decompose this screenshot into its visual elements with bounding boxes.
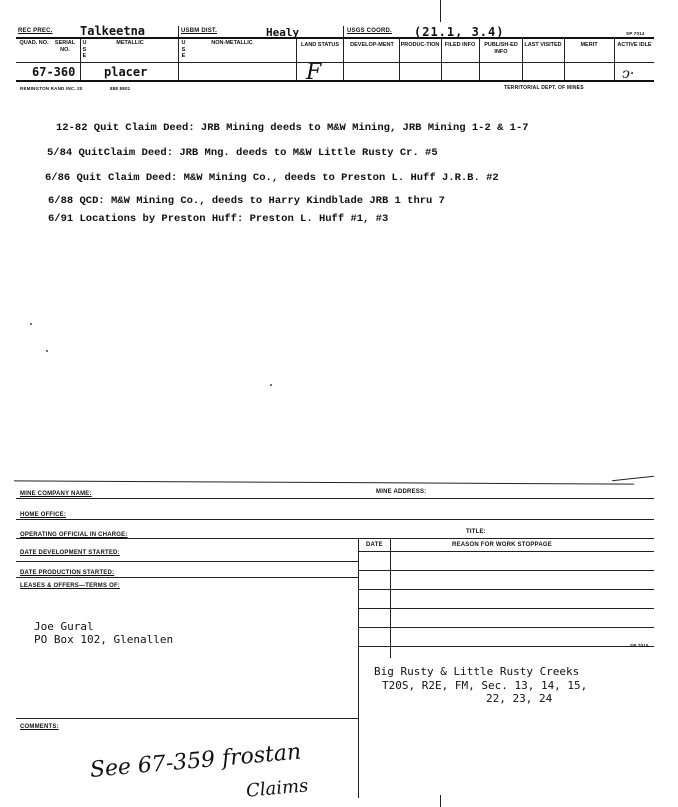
row-rule — [16, 718, 358, 719]
grid-divider — [390, 538, 391, 658]
date-label: DATE — [366, 542, 383, 548]
last-visited-label: LAST VISITED — [524, 42, 562, 48]
reason-label: REASON FOR WORK STOPPAGE — [452, 542, 552, 548]
row-rule — [16, 519, 654, 520]
rec-prec-value: Talkeetna — [80, 24, 146, 38]
entry-line: 6/86 Quit Claim Deed: M&W Mining Co., deeds to Preston L. Huff J.R.B. #2 — [45, 172, 499, 184]
land-status-label: LAND STATUS — [301, 42, 339, 48]
department-label: TERRITORIAL DEPT. OF MINES — [504, 85, 584, 91]
grid-rule — [358, 551, 654, 552]
punch-mark — [440, 795, 441, 807]
nonmetallic-label: NON-METALLIC — [211, 40, 253, 46]
mine-company-label: MINE COMPANY NAME: — [20, 491, 92, 497]
rec-prec-label: REC PREC. — [18, 28, 53, 34]
metallic-label: METALLIC — [116, 40, 144, 46]
speck — [270, 384, 272, 386]
leases-label: LEASES & OFFERS—TERMS OF: — [20, 583, 121, 589]
grid-rule — [358, 570, 654, 571]
grid-rule — [358, 627, 654, 628]
merit-label: MERIT — [580, 42, 598, 48]
grid-rule — [358, 608, 654, 609]
prod-started-label: DATE PRODUCTION STARTED: — [20, 570, 115, 576]
active-idle-label: ACTIVE IDLE — [617, 42, 652, 48]
row-rule — [16, 538, 654, 539]
row-rule — [16, 561, 358, 562]
header-divider — [343, 26, 344, 80]
lower-top-rule — [14, 480, 634, 484]
header-divider — [296, 38, 297, 80]
handwritten-note-line-1: See 67-359 frostan — [88, 739, 303, 783]
grid-divider — [358, 658, 359, 798]
mine-address-label: MINE ADDRESS: — [376, 489, 427, 495]
usgs-coord-label: USGS COORD. — [347, 28, 392, 34]
serial-value: 67-360 — [32, 65, 76, 79]
header-bottom-rule — [16, 80, 654, 82]
metallic-use-label: U S E — [82, 40, 87, 59]
grid-divider — [358, 538, 359, 658]
usgs-coord-value: (21.1, 3.4) — [414, 25, 505, 39]
comments-label: COMMENTS: — [20, 724, 59, 730]
card-edge-mark — [612, 476, 654, 481]
development-label: DEVELOP-MENT — [350, 42, 394, 48]
entry-line: 5/84 QuitClaim Deed: JRB Mng. deeds to M&W Little Rusty Cr. #5 — [47, 147, 438, 159]
row-rule — [16, 577, 358, 578]
active-idle-mark: ↄ· — [622, 66, 635, 82]
punch-mark — [440, 0, 441, 22]
lessee-address: PO Box 102, Glenallen — [34, 633, 174, 646]
home-office-label: HOME OFFICE: — [20, 512, 67, 518]
metallic-value: placer — [104, 65, 148, 79]
filed-info-label: FILED INFO — [444, 42, 476, 48]
handwritten-note-line-2: Claims — [245, 775, 310, 802]
dev-started-label: DATE DEVELOPMENT STARTED: — [20, 550, 120, 556]
grid-rule — [358, 589, 654, 590]
usbm-dist-value: Healy — [266, 26, 300, 39]
published-info-label: PUBLISH-ED INFO — [484, 42, 518, 55]
entry-line: 12-82 Quit Claim Deed: JRB Mining deeds to M&W Mining, JRB Mining 1-2 & 1-7 — [56, 122, 529, 134]
form-number: SP 7014 — [626, 31, 645, 36]
header-mid-rule — [16, 62, 654, 63]
printer-codes: 888 8801 — [110, 86, 131, 91]
nonmetallic-use-label: U S E — [181, 40, 186, 59]
land-status-value: F — [306, 60, 322, 85]
quad-no-label: QUAD. NO. — [19, 40, 49, 46]
header-divider — [178, 26, 179, 80]
header-divider — [80, 38, 81, 80]
production-label: PRODUC-TION — [400, 42, 440, 48]
row-rule — [16, 498, 654, 499]
title-label: TITLE: — [466, 529, 486, 535]
form-number-2: SP 7015 — [630, 643, 649, 648]
entry-line: 6/91 Locations by Preston Huff: Preston L. Huff #1, #3 — [48, 213, 389, 225]
speck — [46, 350, 48, 352]
printer-imprint: REMINGTON RAND INC. 20 — [20, 86, 83, 91]
location-line-3: 22, 23, 24 — [486, 692, 553, 705]
grid-rule — [358, 646, 654, 647]
location-line-1: Big Rusty & Little Rusty Creeks — [374, 665, 580, 678]
operating-official-label: OPERATING OFFICIAL IN CHARGE: — [20, 532, 128, 538]
lessee-name: Joe Gural — [34, 620, 94, 633]
location-line-2: T20S, R2E, FM, Sec. 13, 14, 15, — [382, 679, 588, 692]
entry-line: 6/88 QCD: M&W Mining Co., deeds to Harry Kindblade JRB 1 thru 7 — [48, 195, 445, 207]
serial-no-label: SERIAL NO. — [54, 40, 76, 53]
usbm-dist-label: USBM DIST. — [181, 28, 218, 34]
speck — [30, 323, 32, 325]
